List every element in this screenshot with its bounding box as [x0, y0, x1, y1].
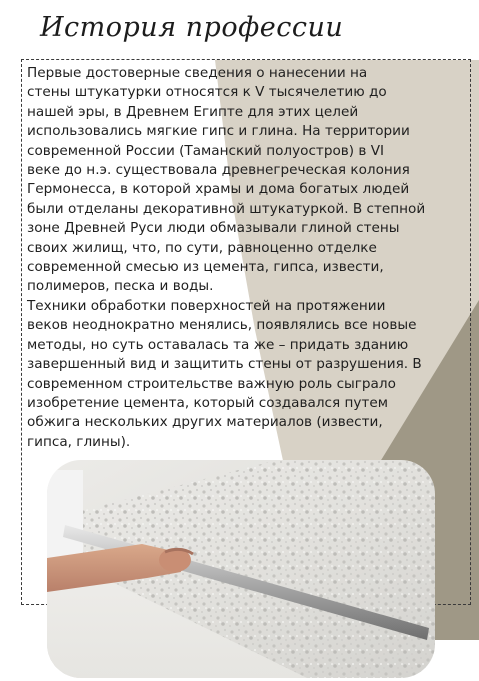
text-line: веке до н.э. существовала древнегреческая колония — [27, 162, 410, 179]
text-line: веков неоднократно менялись, появлялись все новые — [27, 317, 417, 334]
plastering-photo — [47, 460, 435, 678]
text-line: современном строительстве важную роль сыграло — [27, 375, 396, 392]
paragraph-2 — [27, 297, 471, 452]
body-text — [27, 64, 471, 452]
text-line: полимеров, песка и воды. — [27, 278, 214, 295]
text-line: современной России (Таманский полуостров) в VI — [27, 142, 385, 159]
text-line: Техники обработки поверхностей на протяжении — [27, 297, 386, 314]
text-line: обжига нескольких других материалов (извести, — [27, 414, 383, 431]
text-line: Первые достоверные сведения о нанесении на — [27, 65, 368, 81]
page-title: История профессии — [40, 12, 344, 43]
text-line: использовались мягкие гипс и глина. На территории — [27, 123, 410, 140]
text-line: своих жилищ, что, по сути, равноценно отделке — [27, 239, 377, 256]
text-line: были отделаны декоративной штукатуркой. В степной — [27, 200, 426, 217]
text-line: современной смесью из цемента, гипса, извести, — [27, 259, 384, 276]
text-line: методы, но суть оставалась та же – придать зданию — [27, 336, 409, 353]
paragraph-1 — [27, 64, 471, 297]
text-line: зоне Древней Руси люди обмазывали глиной стены — [27, 220, 400, 237]
text-line: стены штукатурки относятся к V тысячелетию до — [27, 84, 387, 101]
text-line: гипса, глины). — [27, 433, 131, 450]
text-line: изобретение цемента, который создавался путем — [27, 394, 388, 411]
plastering-illustration — [47, 460, 435, 678]
text-line: завершенный вид и защитить стены от разрушения. В — [27, 356, 422, 373]
text-line: Гермонесса, в которой храмы и дома богатых людей — [27, 181, 410, 198]
text-line: нашей эры, в Древнем Египте для этих целей — [27, 103, 359, 120]
